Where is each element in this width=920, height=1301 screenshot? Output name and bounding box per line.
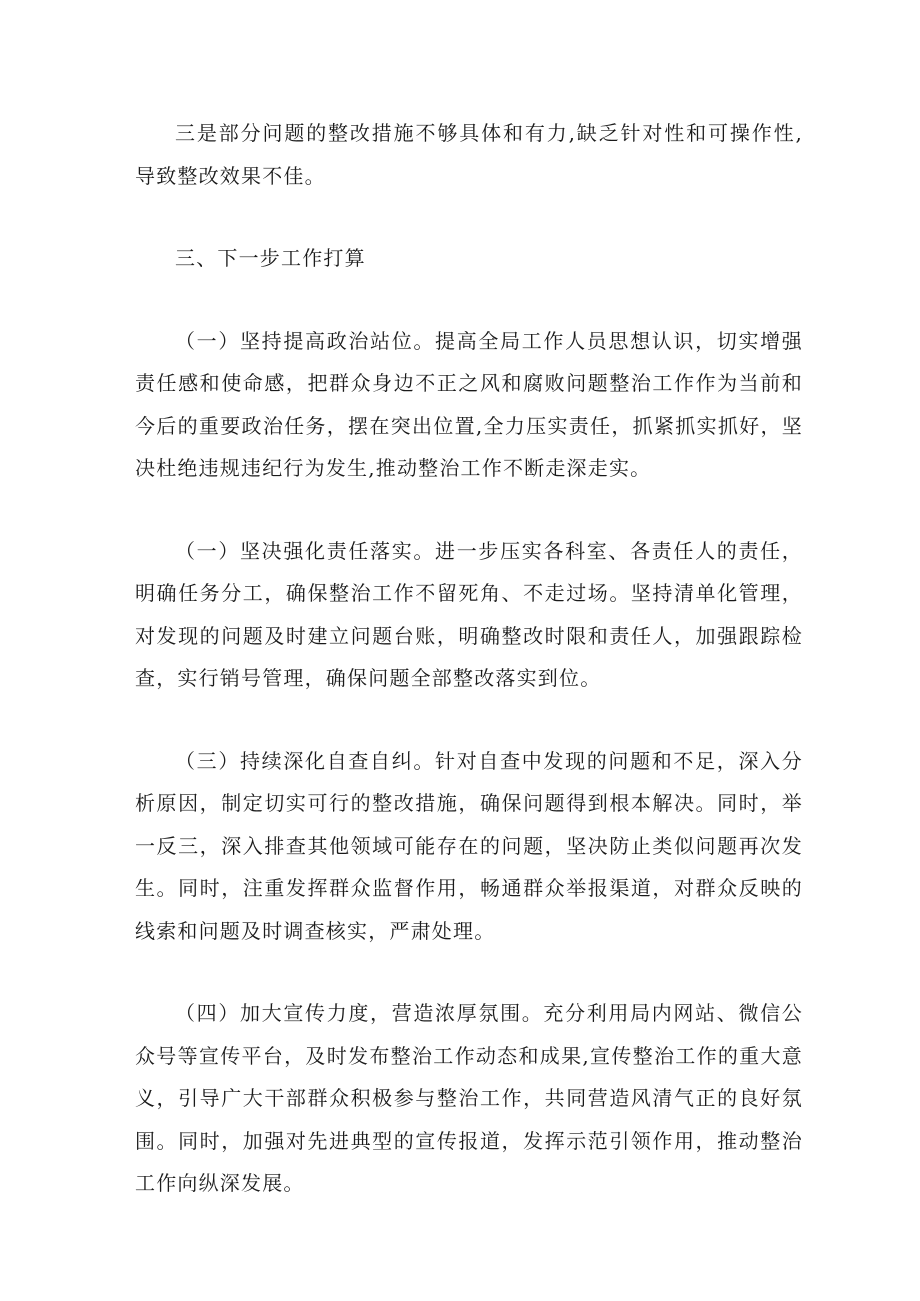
paragraph-problem-three: 三是部分问题的整改措施不够具体和有力,缺乏针对性和可操作性,导致整改效果不佳。 [135, 121, 803, 188]
paragraph-publicity: （四）加大宣传力度，营造浓厚氛围。充分利用局内网站、微信公众号等宣传平台，及时发布整治工作动态和成果,宣传整治工作的重大意义，引导广大干部群众积极参与整治工作，共同营造风清气正的良好氛围。同时，加强对先进典型的宣传报道，发挥示范引领作用，推动整治工作向纵深发展。 [135, 1001, 803, 1195]
paragraph-self-inspection: （三）持续深化自查自纠。针对自查中发现的问题和不足，深入分析原因，制定切实可行的整改措施，确保问题得到根本解决。同时，举一反三，深入排查其他领域可能存在的问题，坚决防止类似问题再次发生。同时，注重发挥群众监督作用，畅通群众举报渠道，对群众反映的线索和问题及时调查核实，严肃处理。 [135, 748, 803, 943]
document-body [135, 112, 803, 1245]
section-heading-next-steps: 三、下一步工作打算 [175, 246, 366, 270]
paragraph-responsibility: （一）坚决强化责任落实。进一步压实各科室、各责任人的责任，明确任务分工，确保整治工作不留死角、不走过场。坚持清单化管理，对发现的问题及时建立问题台账，明确整改时限和责任人，加强跟踪检查，实行销号管理，确保问题全部整改落实到位。 [135, 538, 803, 690]
paragraph-political-stance: （一）坚持提高政治站位。提高全局工作人员思想认识，切实增强责任感和使命感，把群众身边不正之风和腐败问题整治工作作为当前和今后的重要政治任务，摆在突出位置,全力压实责任，抓紧抓实抓好，坚决杜绝违规违纪行为发生,推动整治工作不断走深走实。 [135, 328, 803, 480]
